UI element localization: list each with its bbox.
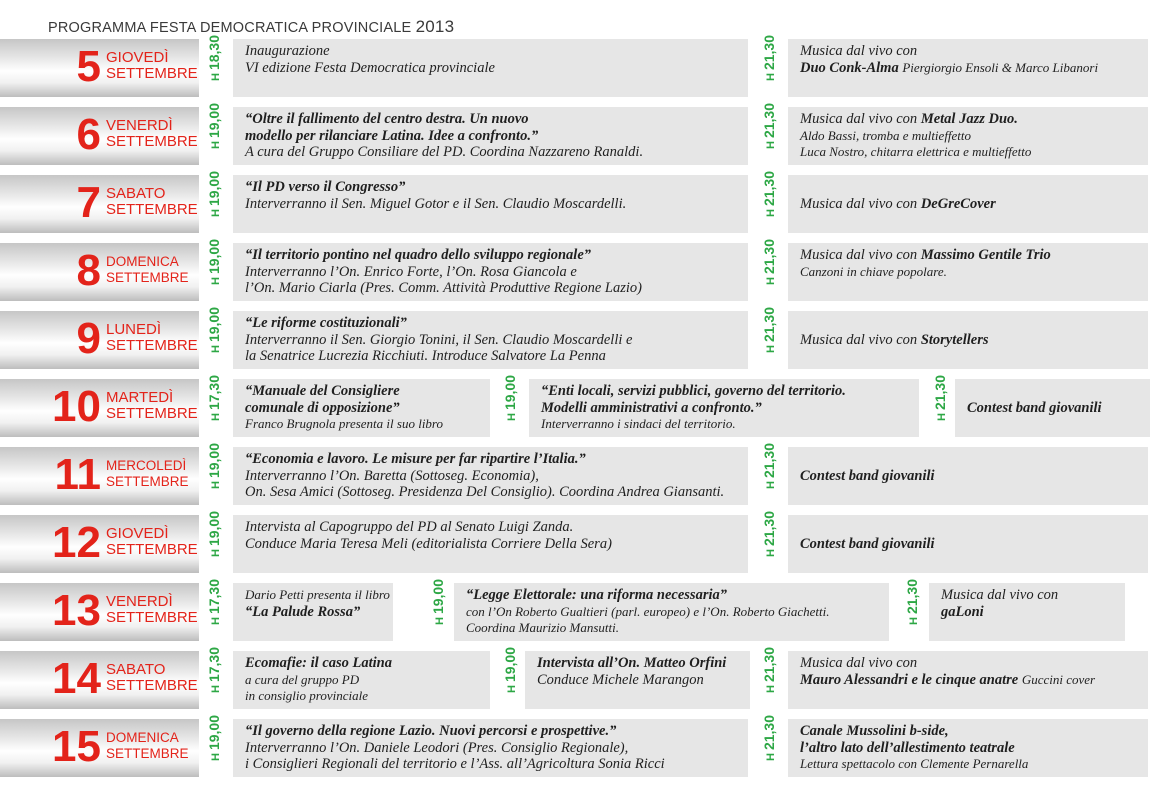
event-block bbox=[233, 243, 748, 301]
event-line: Musica dal vivo con bbox=[800, 655, 918, 671]
event-block bbox=[233, 39, 748, 97]
event-line: Contest band giovanili bbox=[800, 535, 935, 552]
time-label: H19,00 bbox=[204, 311, 228, 369]
event-line: Conduce Maria Teresa Meli (editorialista Corriere Della Sera) bbox=[245, 535, 612, 552]
event-line: Interverranno l’On. Daniele Leodori (Pres. Consiglio Regionale), bbox=[245, 739, 629, 756]
date-box bbox=[0, 311, 199, 369]
date-box bbox=[0, 583, 199, 641]
event-line: On. Sesa Amici (Sottoseg. Presidenza Del Consiglio). Coordina Andrea Giansanti. bbox=[245, 484, 725, 500]
day-number: 13 bbox=[52, 586, 101, 635]
event-line: “Economia e lavoro. Le misure per far ripartire l’Italia.” bbox=[245, 451, 586, 467]
event-block bbox=[233, 175, 748, 233]
day-number: 11 bbox=[54, 450, 101, 499]
date-box bbox=[0, 107, 199, 165]
event-block bbox=[233, 379, 490, 437]
event-line: “Il governo della regione Lazio. Nuovi percorsi e prospettive.” bbox=[245, 723, 617, 739]
event-line: Musica dal vivo con Massimo Gentile Trio bbox=[800, 247, 1051, 263]
event-line: “Il PD verso il Congresso” bbox=[245, 179, 406, 195]
event-block bbox=[788, 719, 1148, 777]
time-label: H19,00 bbox=[204, 719, 228, 777]
event-block bbox=[525, 651, 750, 709]
day-number: 6 bbox=[76, 110, 101, 159]
event-line: Ecomafie: il caso Latina bbox=[245, 655, 392, 671]
event-block bbox=[788, 175, 1148, 233]
day-name: DOMENICA SETTEMBRE bbox=[106, 730, 189, 761]
event-line: “Il territorio pontino nel quadro dello sviluppo regionale” bbox=[245, 247, 592, 263]
day-number: 15 bbox=[52, 722, 101, 771]
date-box bbox=[0, 719, 199, 777]
event-line: “Legge Elettorale: una riforma necessaria” bbox=[466, 587, 727, 603]
day-name: SABATO SETTEMBRE bbox=[106, 185, 198, 218]
event-line: “Enti locali, servizi pubblici, governo del territorio. bbox=[541, 383, 846, 399]
event-line: Luca Nostro, chitarra elettrica e multieffetto bbox=[800, 144, 1032, 159]
time-label: H19,00 bbox=[500, 651, 524, 709]
event-line: con l’On Roberto Gualtieri (parl. europeo) e l’On. Roberto Giachetti. bbox=[466, 603, 830, 619]
event-line: A cura del Gruppo Consiliare del PD. Coordina Nazzareno Ranaldi. bbox=[245, 144, 644, 160]
event-line: Canale Mussolini b-side, bbox=[800, 723, 949, 739]
event-line: Modelli amministrativi a confronto.” bbox=[541, 399, 762, 416]
time-label: H19,00 bbox=[500, 379, 524, 437]
event-block bbox=[788, 311, 1148, 369]
day-name: MARTEDÌ SETTEMBRE bbox=[106, 389, 198, 422]
schedule-row bbox=[0, 35, 1150, 97]
time-label: H21,30 bbox=[759, 719, 783, 777]
schedule-row bbox=[0, 511, 1150, 573]
event-line: Musica dal vivo con Storytellers bbox=[800, 331, 989, 348]
time-label: H18,30 bbox=[204, 39, 228, 97]
day-number: 9 bbox=[76, 314, 101, 363]
day-number: 5 bbox=[76, 42, 101, 91]
event-line: modello per rilanciare Latina. Idee a confronto.” bbox=[245, 127, 539, 144]
day-name: GIOVEDÌ SETTEMBRE bbox=[106, 49, 198, 82]
event-block bbox=[955, 379, 1150, 437]
time-label: H21,30 bbox=[759, 515, 783, 573]
event-line: Interverranno l’On. Enrico Forte, l’On. Rosa Giancola e bbox=[245, 263, 577, 280]
event-line: “La Palude Rossa” bbox=[245, 603, 361, 620]
day-number: 8 bbox=[76, 246, 101, 295]
schedule-row bbox=[0, 239, 1150, 301]
time-label: H21,30 bbox=[930, 379, 954, 437]
time-label: H21,30 bbox=[759, 311, 783, 369]
day-name: GIOVEDÌ SETTEMBRE bbox=[106, 525, 198, 558]
day-number: 14 bbox=[52, 654, 101, 703]
schedule-row bbox=[0, 443, 1150, 505]
time-label: H19,00 bbox=[204, 243, 228, 301]
time-label: H19,00 bbox=[204, 447, 228, 505]
schedule-row bbox=[0, 715, 1150, 777]
event-line: l’altro lato dell’allestimento teatrale bbox=[800, 739, 1015, 756]
day-number: 12 bbox=[52, 518, 101, 567]
event-block bbox=[233, 651, 490, 709]
schedule-row bbox=[0, 375, 1150, 437]
event-block bbox=[529, 379, 919, 437]
day-name: MERCOLEDÌ SETTEMBRE bbox=[106, 458, 189, 489]
day-name: VENERDÌ SETTEMBRE bbox=[106, 593, 198, 626]
event-line: Franco Brugnola presenta il suo libro bbox=[245, 416, 444, 431]
event-line: Interverranno l’On. Baretta (Sottoseg. Economia), bbox=[245, 467, 539, 484]
date-box bbox=[0, 243, 199, 301]
event-block bbox=[788, 243, 1148, 301]
event-line: gaLoni bbox=[941, 603, 984, 620]
time-label: H21,30 bbox=[759, 175, 783, 233]
event-block bbox=[233, 583, 393, 641]
time-label: H19,00 bbox=[204, 515, 228, 573]
event-line: Interverranno il Sen. Giorgio Tonini, il Sen. Claudio Moscardelli e bbox=[245, 331, 633, 348]
event-line: Contest band giovanili bbox=[800, 467, 935, 484]
schedule-row bbox=[0, 307, 1150, 369]
event-line: la Senatrice Lucrezia Ricchiuti. Introduce Salvatore La Penna bbox=[245, 348, 606, 364]
time-label: H17,30 bbox=[204, 651, 228, 709]
time-label: H21,30 bbox=[902, 583, 926, 641]
time-label: H19,00 bbox=[428, 583, 452, 641]
event-block bbox=[929, 583, 1125, 641]
event-line: Aldo Bassi, tromba e multieffetto bbox=[800, 127, 972, 143]
event-line: Inaugurazione bbox=[245, 43, 330, 59]
event-line: in consiglio provinciale bbox=[245, 688, 368, 703]
time-label: H19,00 bbox=[204, 175, 228, 233]
event-block bbox=[788, 447, 1148, 505]
time-label: H21,30 bbox=[759, 651, 783, 709]
event-block bbox=[788, 39, 1148, 97]
event-block bbox=[233, 515, 748, 573]
date-box bbox=[0, 39, 199, 97]
day-number: 10 bbox=[52, 382, 101, 431]
schedule-row bbox=[0, 171, 1150, 233]
event-line: “Oltre il fallimento del centro destra. Un nuovo bbox=[245, 111, 529, 127]
date-box bbox=[0, 175, 199, 233]
event-line: Conduce Michele Marangon bbox=[537, 671, 704, 688]
page-title: PROGRAMMA FESTA DEMOCRATICA PROVINCIALE 2013 bbox=[48, 17, 455, 36]
event-line: “Le riforme costituzionali” bbox=[245, 315, 407, 331]
date-box bbox=[0, 447, 199, 505]
event-line: a cura del gruppo PD bbox=[245, 671, 360, 687]
event-line: Musica dal vivo con bbox=[800, 43, 918, 59]
schedule-row bbox=[0, 103, 1150, 165]
day-number: 7 bbox=[76, 178, 101, 227]
time-label: H17,30 bbox=[204, 379, 228, 437]
event-line: Canzoni in chiave popolare. bbox=[800, 263, 947, 279]
event-line: l’On. Mario Ciarla (Pres. Comm. Attività Produttive Regione Lazio) bbox=[245, 280, 642, 296]
time-label: H19,00 bbox=[204, 107, 228, 165]
day-name: SABATO SETTEMBRE bbox=[106, 661, 198, 694]
event-line: comunale di opposizione” bbox=[245, 399, 400, 416]
event-block bbox=[788, 651, 1148, 709]
event-line: Duo Conk-Alma Piergiorgio Ensoli & Marco Libanori bbox=[800, 59, 1099, 76]
event-line: i Consiglieri Regionali del territorio e l’Ass. all’Agricoltura Sonia Ricci bbox=[245, 756, 665, 772]
event-block bbox=[233, 719, 748, 777]
event-line: “Manuale del Consigliere bbox=[245, 383, 400, 399]
date-box bbox=[0, 515, 199, 573]
event-line: Contest band giovanili bbox=[967, 399, 1102, 416]
time-label: H21,30 bbox=[759, 107, 783, 165]
event-line: Coordina Maurizio Mansutti. bbox=[466, 620, 620, 635]
event-block bbox=[233, 107, 748, 165]
schedule-row bbox=[0, 579, 1150, 641]
day-name: VENERDÌ SETTEMBRE bbox=[106, 117, 198, 150]
event-line: Mauro Alessandri e le cinque anatre Guccini cover bbox=[800, 671, 1096, 688]
time-label: H17,30 bbox=[204, 583, 228, 641]
time-label: H21,30 bbox=[759, 39, 783, 97]
date-box bbox=[0, 651, 199, 709]
event-block bbox=[788, 107, 1148, 165]
day-name: LUNEDÌ SETTEMBRE bbox=[106, 321, 198, 354]
event-line: Lettura spettacolo con Clemente Pernarella bbox=[800, 756, 1029, 771]
event-line: Interverranno il Sen. Miguel Gotor e il Sen. Claudio Moscardelli. bbox=[245, 195, 627, 212]
event-line: Musica dal vivo con Metal Jazz Duo. bbox=[800, 111, 1018, 127]
event-line: Dario Petti presenta il libro bbox=[245, 587, 390, 602]
schedule-row bbox=[0, 647, 1150, 709]
date-box bbox=[0, 379, 199, 437]
event-line: Musica dal vivo con DeGreCover bbox=[800, 195, 996, 212]
event-line: Intervista all’On. Matteo Orfini bbox=[537, 655, 727, 671]
event-line: Interverranno i sindaci del territorio. bbox=[541, 416, 736, 431]
event-line: Intervista al Capogruppo del PD al Senato Luigi Zanda. bbox=[245, 519, 574, 535]
event-block bbox=[233, 311, 748, 369]
event-block bbox=[454, 583, 889, 641]
event-line: Musica dal vivo con bbox=[941, 587, 1059, 603]
time-label: H21,30 bbox=[759, 243, 783, 301]
time-label: H21,30 bbox=[759, 447, 783, 505]
event-line: VI edizione Festa Democratica provinciale bbox=[245, 59, 495, 76]
day-name: DOMENICA SETTEMBRE bbox=[106, 254, 189, 285]
event-block bbox=[788, 515, 1148, 573]
event-block bbox=[233, 447, 748, 505]
